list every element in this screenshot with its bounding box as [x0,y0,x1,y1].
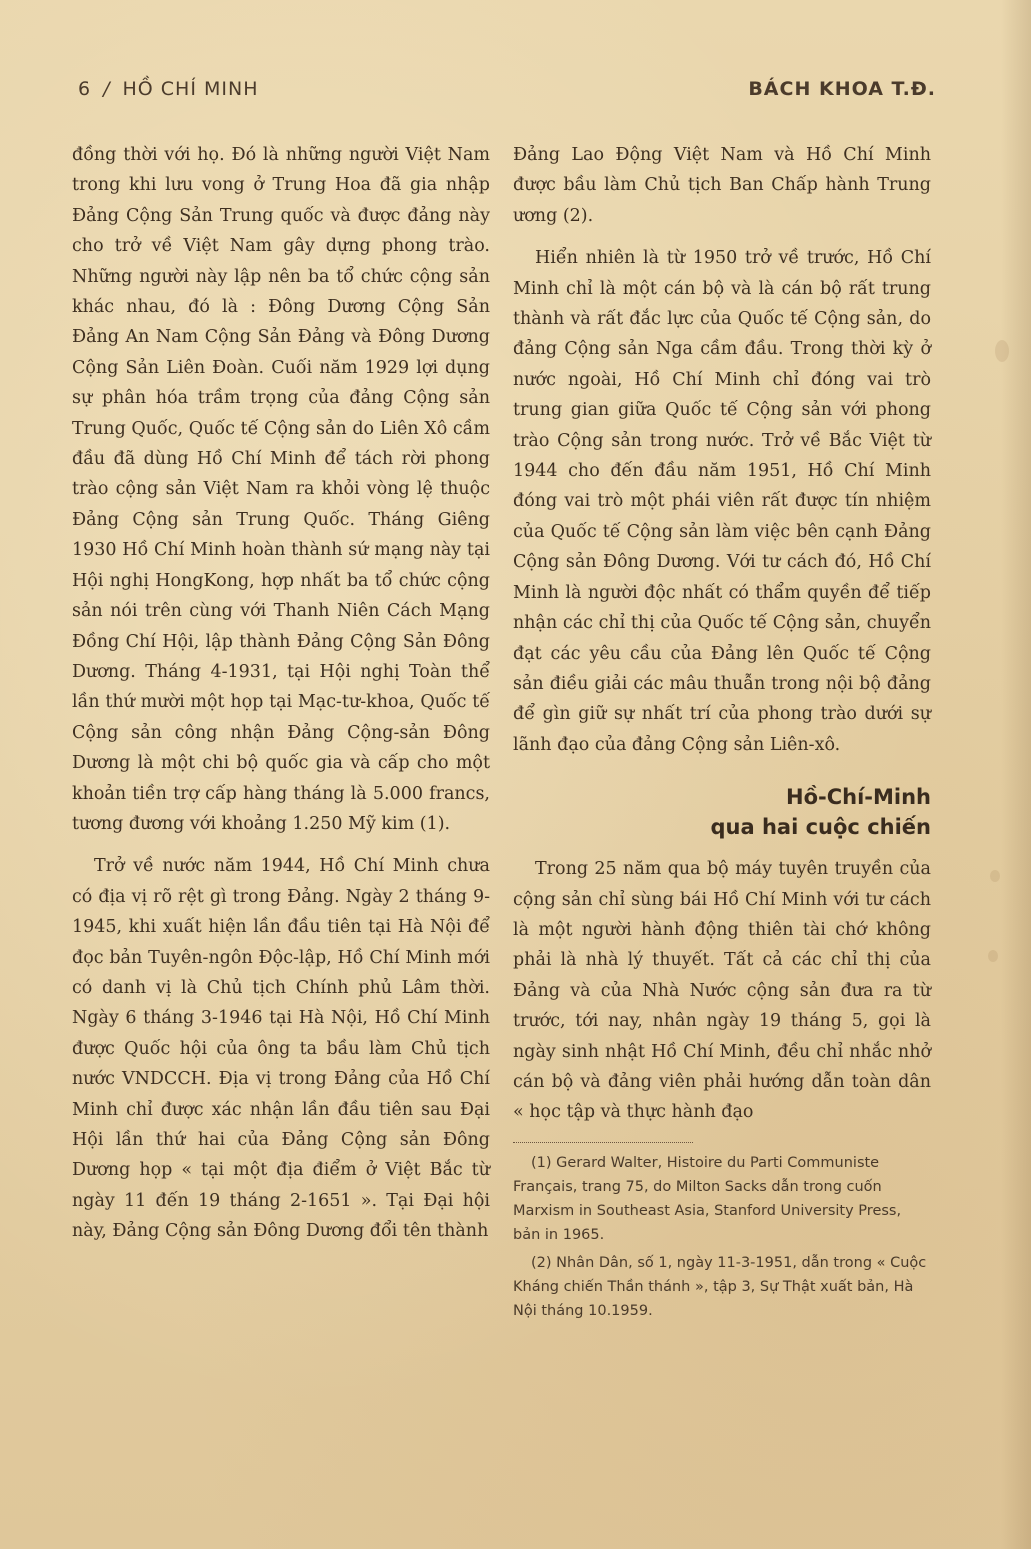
footnote-divider [513,1142,693,1143]
header-separator: / [103,78,111,100]
publication-name: BÁCH KHOA T.Đ. [748,78,936,100]
footnote: (2) Nhân Dân, số 1, ngày 11-3-1951, dẫn trong « Cuộc Kháng chiến Thần thánh », tập 3, Sự Thật xuất bản, Hà Nội tháng 10.1959. [513,1254,927,1319]
paper-stain [990,870,1000,882]
section-heading [513,782,931,842]
footnote: (1) Gerard Walter, Histoire du Parti Communiste Français, trang 75, do Milton Sacks dẫn trong cuốn Marxism in Southeast Asia, Stanford University Press, bản in 1965. [513,1154,902,1243]
page-edge-shadow [1001,0,1031,1549]
body-paragraph: Đảng Lao Động Việt Nam và Hồ Chí Minh được bầu làm Chủ tịch Ban Chấp hành Trung ương (2). [513,145,931,226]
running-header [78,78,936,108]
page-number: 6 [78,78,92,100]
paper-stain [988,950,998,962]
section-heading-line1: Hồ-Chí-Minh [786,785,931,810]
body-paragraph: Hiển nhiên là từ 1950 trở về trước, Hồ Chí Minh chỉ là một cán bộ và là cán bộ rất trung thành và rất đắc lực của Quốc tế Cộng sản, do đảng Cộng sản Nga cầm đầu. Trong thời kỳ ở nước ngoài, Hồ Chí Minh chỉ đóng vai trò trung gian giữa Quốc tế Cộng sản với phong trào Cộng sản trong nước. Trở về Bắc Việt từ 1944 cho đến đầu năm 1951, Hồ Chí Minh đóng vai trò một phái viên rất được tín nhiệm của Quốc tế Cộng sản làm việc bên cạnh Đảng Cộng sản Đông Dương. Với tư cách đó, Hồ Chí Minh là người độc nhất có thẩm quyền để tiếp nhận các chỉ thị của Quốc tế Cộng sản, chuyển đạt các yêu cầu của Đảng lên Quốc tế Cộng sản điều giải các mâu thuẫn trong nội bộ đảng để gìn giữ sự nhất trí của phong trào dưới sự lãnh đạo của đảng Cộng sản Liên-xô. [513,248,931,755]
body-paragraph: Trở về nước năm 1944, Hồ Chí Minh chưa có địa vị rõ rệt gì trong Đảng. Ngày 2 tháng 9-1945, khi xuất hiện lần đầu tiên tại Hà Nội để đọc bản Tuyên-ngôn Độc-lập, Hồ Chí Minh mới có danh vị là Chủ tịch Chính phủ Lâm thời. Ngày 6 tháng 3-1946 tại Hà Nội, Hồ Chí Minh được Quốc hội của ông ta bầu làm Chủ tịch nước VNDCCH. Địa vị trong Đảng của Hồ Chí Minh chỉ được xác nhận lần đầu tiên sau Đại Hội lần thứ hai của Đảng Cộng sản Đông Dương họp « tại một địa điểm ở Việt Bắc từ ngày 11 đến 19 tháng 2-1651 ». Tại Đại hội này, Đảng Cộng sản Đông Dương đổi tên thành [72,856,490,1242]
left-column [72,140,490,1247]
section-heading-line2: qua hai cuộc chiến [710,815,931,840]
header-left [78,78,258,100]
right-column [513,140,931,1323]
paper-stain [995,340,1009,362]
body-paragraph: Trong 25 năm qua bộ máy tuyên truyền của cộng sản chỉ sùng bái Hồ Chí Minh với tư cách là một người hành động thiên tài chớ không phải là nhà lý thuyết. Tất cả các chỉ thị của Đảng và của Nhà Nước cộng sản đưa ra từ trước, tới nay, nhân ngày 19 tháng 5, gọi là ngày sinh nhật Hồ Chí Minh, đều chỉ nhắc nhở cán bộ và đảng viên phải hướng dẫn toàn dân « học tập và thực hành đạo [513,859,931,1123]
running-title: HỒ CHÍ MINH [122,78,259,100]
body-paragraph: đồng thời với họ. Đó là những người Việt Nam trong khi lưu vong ở Trung Hoa đã gia nhập Đảng Cộng Sản Trung quốc và được đảng này cho trở về Việt Nam gây dựng phong trào. Những người này lập nên ba tổ chức cộng sản khác nhau, đó là : Đông Dương Cộng Sản Đảng An Nam Cộng Sản Đảng và Đông Dương Cộng Sản Liên Đoàn. Cuối năm 1929 lợi dụng sự phân hóa trầm trọng của đảng Cộng sản Trung Quốc, Quốc tế Cộng sản do Liên Xô cầm đầu đã dùng Hồ Chí Minh để tách rời phong trào cộng sản Việt Nam ra khỏi vòng lệ thuộc Đảng Cộng sản Trung Quốc. Tháng Giêng 1930 Hồ Chí Minh hoàn thành sứ mạng này tại Hội nghị HongKong, hợp nhất ba tổ chức cộng sản nói trên cùng với Thanh Niên Cách Mạng Đồng Chí Hội, lập thành Đảng Cộng Sản Đông Dương. Tháng 4-1931, tại Hội nghị Toàn thể lần thứ mười một họp tại Mạc-tư-khoa, Quốc tế Cộng sản công nhận Đảng Cộng-sản Đông Dương là một chi bộ quốc gia và cấp cho một khoản tiền trợ cấp hàng tháng là 5.000 francs, tương đương với khoảng 1.250 Mỹ kim (1). [72,145,490,834]
